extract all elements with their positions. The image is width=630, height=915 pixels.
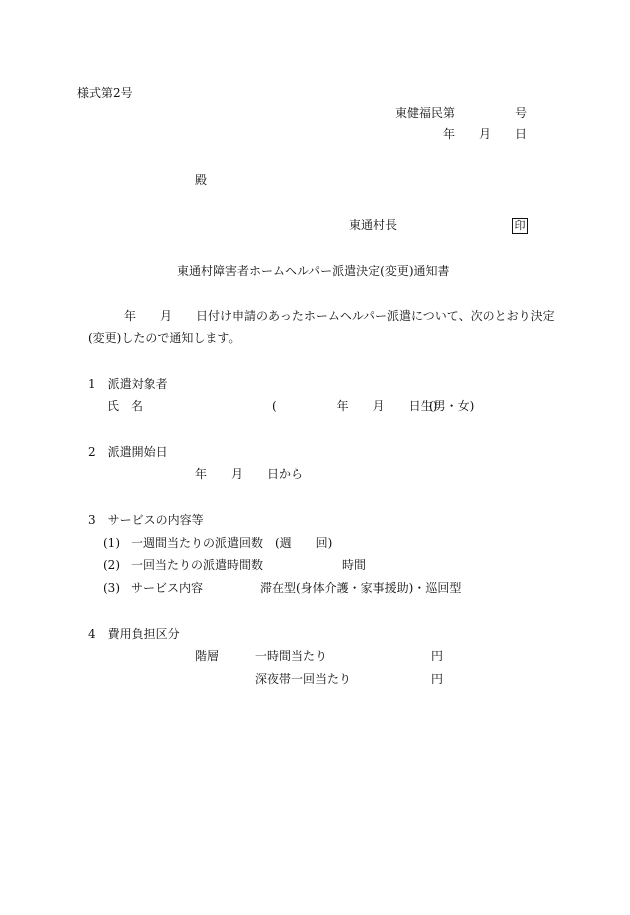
item-2-unit: 時間 xyxy=(342,558,367,572)
issuer-name: 東通村長 xyxy=(349,218,398,232)
fee-row-1-unit: 円 xyxy=(431,649,444,663)
item-1-text: 一週間当たりの派遣回数 (週 回) xyxy=(131,536,333,550)
birth-date: ( 年 月 日生) xyxy=(272,399,438,413)
item-3-number: (3) xyxy=(103,581,120,595)
sex-choice: (男・女) xyxy=(429,399,475,413)
fee-row-1-label: 一時間当たり xyxy=(255,649,328,663)
item-3-value: 滞在型(身体介護・家事援助)・巡回型 xyxy=(260,581,462,595)
addressee-suffix: 殿 xyxy=(195,173,208,187)
page-title: 東通村障害者ホームヘルパー派遣決定(変更)通知書 xyxy=(177,264,450,278)
item-2-number: (2) xyxy=(103,558,120,572)
body-line-2: (変更)したので通知します。 xyxy=(88,331,241,345)
fee-row-2-unit: 円 xyxy=(431,672,444,686)
name-label: 氏 名 xyxy=(107,399,144,413)
item-1-number: (1) xyxy=(103,536,120,550)
section-2-heading: 2 派遣開始日 xyxy=(88,445,168,459)
issue-date: 年 月 日 xyxy=(443,127,528,141)
section-4-heading: 4 費用負担区分 xyxy=(88,627,180,641)
body-line-1: 年 月 日付け申請のあったホームヘルパー派遣について、次のとおり決定 xyxy=(124,309,555,323)
seal-mark: 印 xyxy=(512,218,528,234)
document-number: 東健福民第 号 xyxy=(395,106,528,120)
tier-label: 階層 xyxy=(195,649,220,663)
fee-row-2-label: 深夜帯一回当たり xyxy=(255,672,352,686)
section-3-heading: 3 サービスの内容等 xyxy=(88,513,204,527)
item-3-text: サービス内容 xyxy=(131,581,204,595)
section-1-heading: 1 派遣対象者 xyxy=(88,377,168,391)
item-2-text: 一回当たりの派遣時間数 xyxy=(131,558,264,572)
start-date: 年 月 日から xyxy=(195,467,304,481)
form-number: 様式第2号 xyxy=(77,86,133,100)
